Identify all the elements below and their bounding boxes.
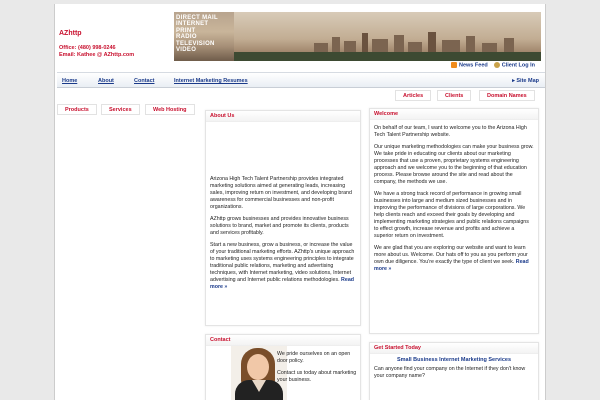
get-started-text: Can anyone find your company on the Internet if they don't know your company name?	[374, 366, 526, 379]
tab-articles[interactable]: Articles	[395, 90, 431, 101]
tab-domain-names[interactable]: Domain Names	[479, 90, 535, 101]
welcome-title: Welcome	[370, 109, 538, 120]
nav-about[interactable]: About	[98, 78, 114, 84]
main-nav	[57, 72, 545, 88]
nav-contact[interactable]: Contact	[134, 78, 155, 84]
welcome-text: On behalf of our team, I want to welcome you to the Arizona High Tech Talent Partnership website. Our unique marketing methodologies can make your business grow. We take pride in educating our clients about our marketing processes that use a proven, proprietary systems engineering approach and we welcome you to the beginning of that education process. Please browse around the site and read about the company, the methods we use. We have a strong track record of performance in growing small businesses into large and medium sized businesses and in improving the performance of divisions of large corporations. We help clients reach and exceed their goals by developing and implementing marketing strategies and public relations campaigns to effect growth, increase revenue and profits and achieve a superior return on investment. We are glad that you are exploring our website and want to learn more about us. Welcome. Our hats off to you as you perform your own due diligence. You're exactly the type of client we seek. Read more »	[374, 125, 534, 272]
nav-home[interactable]: Home	[62, 78, 78, 84]
utility-links	[451, 62, 535, 68]
header-contact	[59, 45, 134, 59]
site-map-link[interactable]: ▸ Site Map	[512, 78, 539, 84]
header-banner	[174, 12, 541, 61]
office-phone: Office: (480) 998-0246	[59, 45, 116, 51]
banner-city-skyline	[304, 31, 534, 53]
banner-ground	[234, 52, 541, 61]
get-started-subhead: Small Business Internet Marketing Services	[396, 357, 512, 363]
user-icon	[494, 62, 500, 68]
about-us-panel	[205, 110, 361, 326]
email-address[interactable]: Email: Kathee @ AZhttp.com	[59, 52, 135, 58]
about-read-more-link[interactable]: Read more »	[210, 277, 354, 290]
about-us-text: Arizona High Tech Talent Partnership provides integrated marketing solutions aimed at generating leads, increasing sales, improving return on investment, and developing brand awareness for commercial businesses and non-profit organizations. AZhttp grows businesses and provides innovative business solutions to brand, market and promote its clients, products and services profitably. Start a new business, grow a business, or increase the value of your traditional marketing efforts. AZhttp's unique approach to marketing uses systems engineering principles to integrate traditional public relations, marketing and advertising techniques, with Internet marketing, video solutions, Internet advertising and Internet public relations methodologies. Read more »	[210, 176, 355, 290]
contact-text: We pride ourselves on an open door policy. Contact us today about marketing your business.	[277, 351, 357, 383]
tab-products[interactable]: Products	[57, 104, 97, 115]
client-login-link[interactable]: Client Log In	[494, 62, 535, 68]
tab-services[interactable]: Services	[101, 104, 140, 115]
contact-title: Contact	[206, 335, 360, 346]
get-started-title: Get Started Today	[370, 343, 538, 354]
nav-internet-marketing-resumes[interactable]: Internet Marketing Resumes	[174, 78, 248, 84]
page-container	[54, 4, 546, 400]
site-logo[interactable]: AZhttp	[59, 30, 82, 37]
banner-media-words: DIRECT MAIL INTERNET PRINT RADIO TELEVISION VIDEO	[176, 15, 218, 54]
welcome-panel	[369, 108, 539, 334]
tab-clients[interactable]: Clients	[437, 90, 471, 101]
rss-icon	[451, 62, 457, 68]
tab-web-hosting[interactable]: Web Hosting	[145, 104, 195, 115]
about-us-title: About Us	[206, 111, 360, 122]
news-feed-link[interactable]: News Feed	[451, 62, 488, 68]
welcome-read-more-link[interactable]: Read more »	[374, 259, 529, 272]
get-started-panel	[369, 342, 539, 400]
